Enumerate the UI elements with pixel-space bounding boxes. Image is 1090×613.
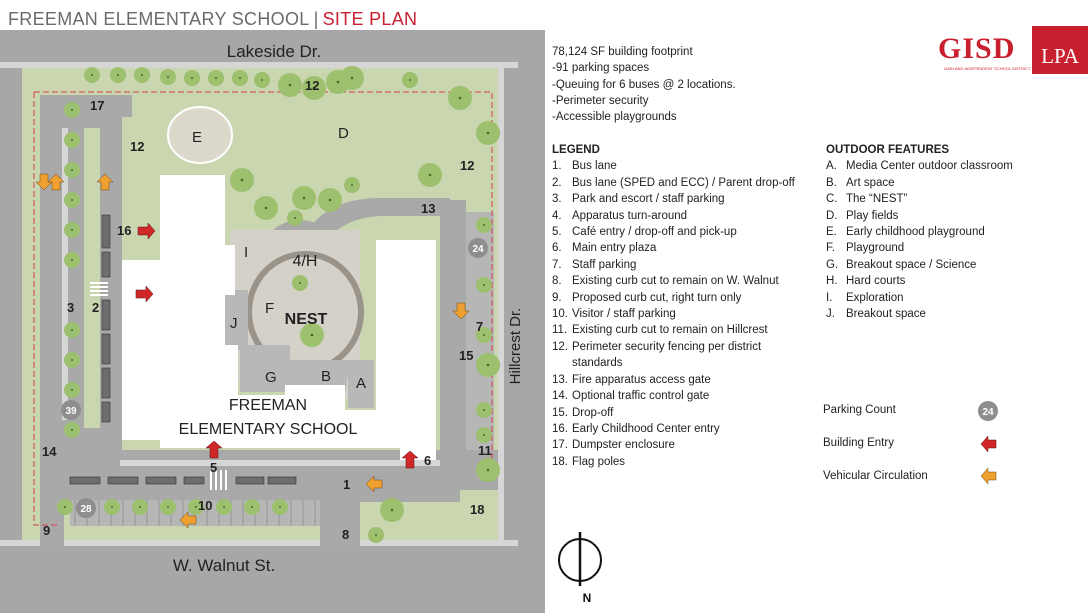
number-11: 11 <box>478 443 492 458</box>
outdoor-item: J. Breakout space <box>826 308 926 321</box>
legend <box>552 142 795 470</box>
street-east: Hillcrest Dr. <box>507 307 524 385</box>
legend-item: 17. Dumpster enclosure <box>552 439 675 452</box>
school-name: FREEMAN ELEMENTARY SCHOOL <box>8 9 310 29</box>
svg-text:28: 28 <box>80 504 92 515</box>
letter-f: F <box>265 300 275 317</box>
number-14: 14 <box>42 444 57 459</box>
parking-badge-24 <box>468 238 488 258</box>
nest-label: NEST <box>284 311 328 328</box>
summary-line: -91 parking spaces <box>552 62 650 75</box>
legend-item: 9. Proposed curb cut, right turn only <box>552 291 742 304</box>
turnaround-label: 4/H <box>292 253 318 270</box>
gisd-tagline: GARLAND INDEPENDENT SCHOOL DISTRICT <box>944 66 1031 71</box>
number-9: 9 <box>43 523 51 538</box>
summary-line: -Queuing for 6 buses @ 2 locations. <box>552 78 736 91</box>
west-road-north <box>40 95 132 117</box>
letter-e: E <box>192 129 203 146</box>
vehicular-arrow-icon <box>981 468 996 484</box>
letter-b: B <box>321 368 332 385</box>
legend-item: 12. Perimeter security fencing per district <box>552 340 762 353</box>
outdoor-item: F. Playground <box>826 242 905 255</box>
number-18: 18 <box>470 502 485 517</box>
number-12-west: 12 <box>130 139 145 154</box>
legend-heading: LEGEND <box>552 144 600 156</box>
number-12-east: 12 <box>460 158 475 173</box>
parking-badge-39 <box>61 400 81 420</box>
west-bus-stalls <box>102 215 110 422</box>
legend-item: 7. Staff parking <box>552 258 637 271</box>
parking-count-badge <box>978 401 998 421</box>
lpa-logo: LPA <box>1032 26 1088 74</box>
outdoor-item: A. Media Center outdoor classroom <box>826 160 1013 173</box>
summary-line: -Perimeter security <box>552 94 649 107</box>
legend-item: 3. Park and escort / staff parking <box>552 193 725 206</box>
legend-item: 6. Main entry plaza <box>552 242 657 255</box>
number-12-north: 12 <box>305 78 320 93</box>
legend-item: 8. Existing curb cut to remain on W. Walnut <box>552 275 779 288</box>
north-arrow <box>556 530 604 610</box>
svg-text:39: 39 <box>65 406 77 417</box>
building-name-line1: FREEMAN <box>228 397 308 414</box>
key-symbols <box>973 400 1003 490</box>
number-15: 15 <box>459 348 474 363</box>
legend-item-continuation: standards <box>572 357 623 370</box>
legend-item: 10. Visitor / staff parking <box>552 308 676 321</box>
south-sidewalk <box>0 540 518 546</box>
outdoor-item: D. Play fields <box>826 209 899 222</box>
east-road <box>440 200 466 490</box>
letter-j: J <box>230 315 238 332</box>
parking-badge-28 <box>76 498 96 518</box>
legend-item: 4. Apparatus turn-around <box>552 209 688 222</box>
north-sidewalk <box>0 62 518 68</box>
summary-line: 78,124 SF building footprint <box>552 46 693 58</box>
outdoor-heading: OUTDOOR FEATURES <box>826 144 950 156</box>
building-entry-arrow-icon <box>981 436 996 452</box>
svg-text:24: 24 <box>472 244 484 255</box>
outdoor-item: H. Hard courts <box>826 275 906 288</box>
outdoor-item: I. Exploration <box>826 291 904 304</box>
legend-item: 16. Early Childhood Center entry <box>552 422 720 435</box>
letter-i: I <box>244 244 249 261</box>
summary-line: -Accessible playgrounds <box>552 111 677 124</box>
outdoor-item: B. Art space <box>826 176 895 189</box>
svg-text:24: 24 <box>982 407 994 418</box>
number-7: 7 <box>476 319 484 334</box>
south-driveway-8 <box>320 500 360 546</box>
number-8: 8 <box>342 527 350 542</box>
street-north: Lakeside Dr. <box>226 42 322 61</box>
legend-item: 18. Flag poles <box>552 455 626 468</box>
letter-g: G <box>265 369 277 386</box>
parking-count-label: Parking Count <box>823 404 896 416</box>
building-entry-label: Building Entry <box>823 437 894 449</box>
gisd-logo: GISD <box>938 32 1016 65</box>
south-walk <box>120 460 450 466</box>
number-16: 16 <box>117 223 132 238</box>
south-road <box>40 450 460 502</box>
section-title: SITE PLAN <box>322 9 418 29</box>
number-1: 1 <box>343 477 351 492</box>
number-6: 6 <box>424 453 432 468</box>
vehicular-circulation-label: Vehicular Circulation <box>823 470 928 482</box>
title-separator: | <box>313 9 319 29</box>
legend-item: 2. Bus lane (SPED and ECC) / Parent drop-off <box>552 176 795 189</box>
letter-d: D <box>338 125 349 142</box>
legend-item: 5. Café entry / drop-off and pick-up <box>552 226 737 239</box>
legend-item: 13. Fire apparatus access gate <box>552 373 711 386</box>
outdoor-item: G. Breakout space / Science <box>826 258 977 271</box>
page-title <box>8 9 417 30</box>
number-5: 5 <box>210 460 218 475</box>
number-13: 13 <box>421 201 436 216</box>
outdoor-item: E. Early childhood playground <box>826 226 985 239</box>
district-logo <box>936 26 1088 74</box>
outdoor-features <box>826 142 1013 322</box>
street-south: W. Walnut St. <box>172 556 276 575</box>
number-3: 3 <box>67 300 75 315</box>
north-label: N <box>582 591 592 605</box>
legend-item: 15. Drop-off <box>552 406 614 419</box>
site-plan-map <box>0 30 545 613</box>
outdoor-item: C. The “NEST” <box>826 193 908 206</box>
number-17: 17 <box>90 98 105 113</box>
legend-item: 14. Optional traffic control gate <box>552 390 710 403</box>
number-2: 2 <box>92 300 100 315</box>
building-name-line2: ELEMENTARY SCHOOL <box>178 421 358 438</box>
number-10: 10 <box>198 498 213 513</box>
legend-item: 11. Existing curb cut to remain on Hillcrest <box>552 324 768 337</box>
site-summary <box>552 44 736 125</box>
west-island <box>84 128 100 428</box>
letter-a: A <box>356 375 367 392</box>
legend-item: 1. Bus lane <box>552 160 617 173</box>
